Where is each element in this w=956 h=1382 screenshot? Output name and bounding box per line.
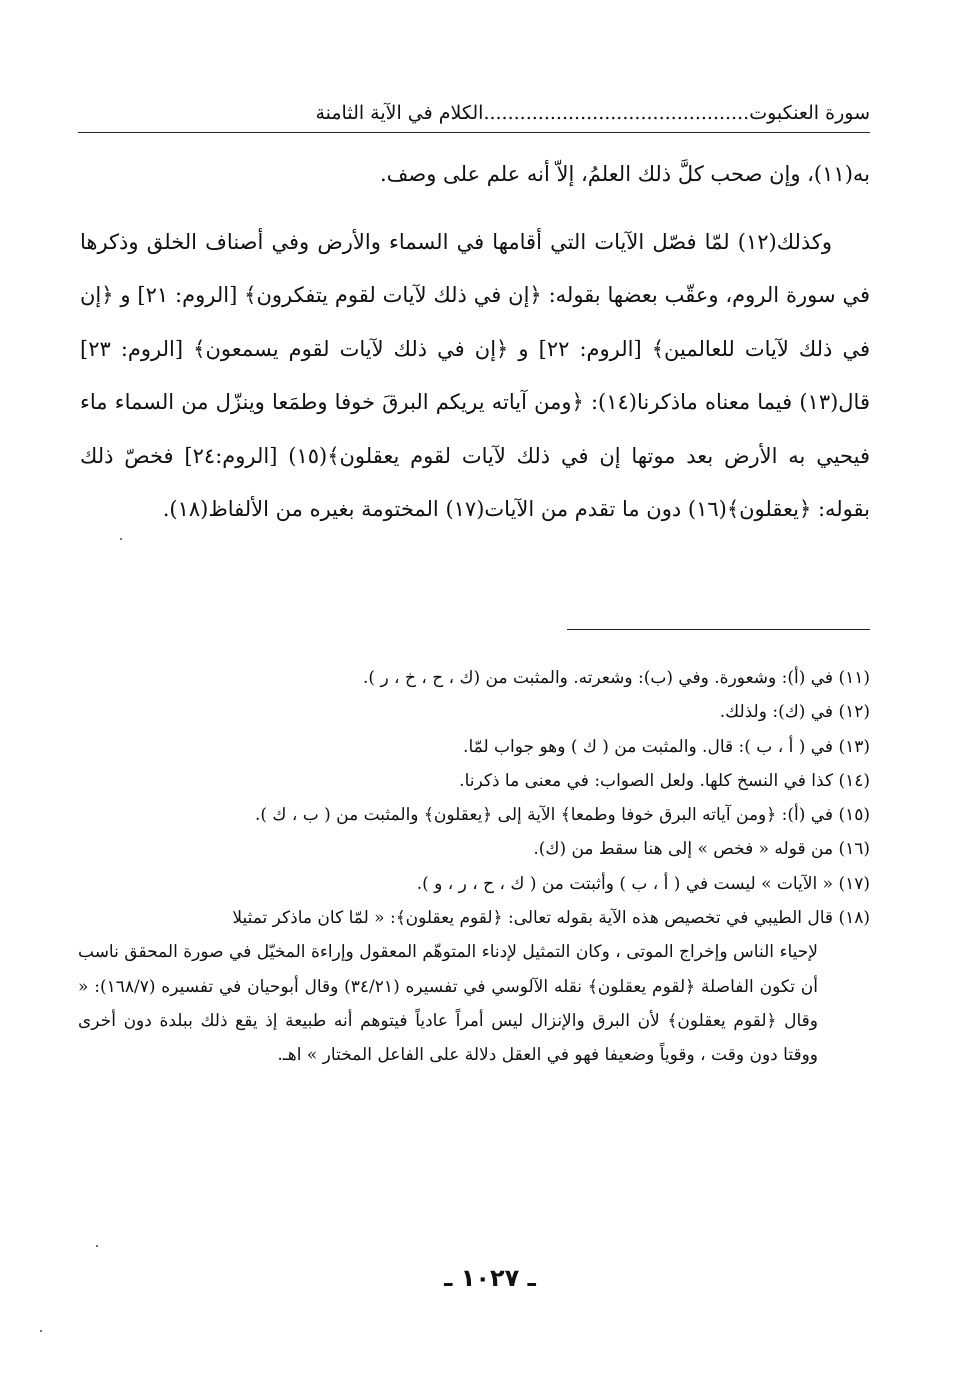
scan-speck (96, 1245, 98, 1247)
footnote-17: (١٧) « الآيات » ليست في ( أ ، ب ) وأثبتت من ( ك ، ح ، ر ، و ). (416, 873, 870, 894)
footnote-11: (١١) في (أ): وشعورة. وفي (ب): وشعرته. والمثبت من (ك ، ح ، خ ، ر ). (363, 668, 870, 688)
footnote-14: (١٤) كذا في النسخ كلها. ولعل الصواب: في معنى ما ذكرنا. (459, 770, 870, 791)
section-title: الكلام في الآية الثامنة (315, 102, 484, 124)
header-dot-leader: ............................................ (483, 102, 750, 124)
surah-name: سورة العنكبوت (749, 102, 870, 124)
footnote-16: (١٦) من قوله « فخص » إلى هنا سقط من (ك). (533, 839, 870, 860)
body-paragraph-2: وكذلك(١٢) لمّا فصّل الآيات التي أقامها في السماء والأرض وفي أصناف الخلق وذكرها في سورة الروم، وعقّب بعضها بقوله: ﴿إن في ذلك لآيات لقوم يتفكرون﴾ [الروم: ٢١] و ﴿إن في ذلك لآيات للعالمين﴾ [الروم: ٢٢] و ﴿إن في ذلك لآيات لقوم يسمعون﴾ [الروم: ٢٣] قال(١٣) فيما معناه ماذكرنا(١٤): ﴿ومن آياته يريكم البرقَ خوفا وطمَعا وينزّل من السماء ماء فيحيي به الأرض بعد موتها إن في ذلك لآيات لقوم يعقلون﴾(١٥) [الروم:٢٤] فخصّ ذلك بقوله: ﴿يعقلون﴾(١٦) دون ما تقدم من الآيات(١٧) المختومة بغيره من الألفاظ(١٨). (80, 229, 870, 521)
main-text (80, 148, 870, 537)
footnote-12: (١٢) في (ك): ولذلك. (719, 702, 870, 723)
scan-speck (120, 538, 122, 540)
footnote-18 (78, 901, 870, 1072)
header-rule (78, 132, 870, 133)
footnote-18-first-line: (١٨) قال الطيبي في تخصيص هذه الآية بقوله تعالى: ﴿لقوم يعقلون﴾: « لمّا كان ماذكر تمثيلا (232, 908, 870, 929)
running-header (80, 98, 870, 128)
scan-speck (40, 1330, 42, 1332)
footnote-13: (١٣) في ( أ ، ب ): قال. والمثبت من ( ك ) وهو جواب لمّا. (463, 736, 870, 757)
page-number: ـ ١٠٢٧ ـ (444, 1264, 536, 1292)
footnote-separator (567, 629, 870, 630)
body-paragraph-1: به(١١)، وإن صحب كلَّ ذلك العلمُ، إلاّ أنه علم على وصف. (380, 162, 870, 186)
footnote-15: (١٥) في (أ): ﴿ومن آياته البرق خوفا وطمعا﴾ الآية إلى ﴿يعقلون﴾ والمثبت من ( ب ، ك ). (254, 805, 870, 826)
footnotes (78, 661, 870, 1073)
footnote-18-continuation: لإحياء الناس وإخراج الموتى ، وكان التمثيل لإدناء المتوهّم المعقول وإراءة المخيّل في صورة المحقق ناسب أن تكون الفاصلة ﴿لقوم يعقلون﴾ نقله الآلوسي في تفسيره (٣٤/٢١) وقال أبوحيان في تفسيره (١٦٨/٧): « وقال ﴿لقوم يعقلون﴾ لأن البرق والإنزال ليس أمراً عادياً فيتوهم أنه طبيعة إذ يقع ذلك ببلدة دون أخرى ووقتا دون وقت ، وقوياً وضعيفا فهو في العقل دلالة على الفاعل المختار » اهـ. (78, 942, 818, 1066)
